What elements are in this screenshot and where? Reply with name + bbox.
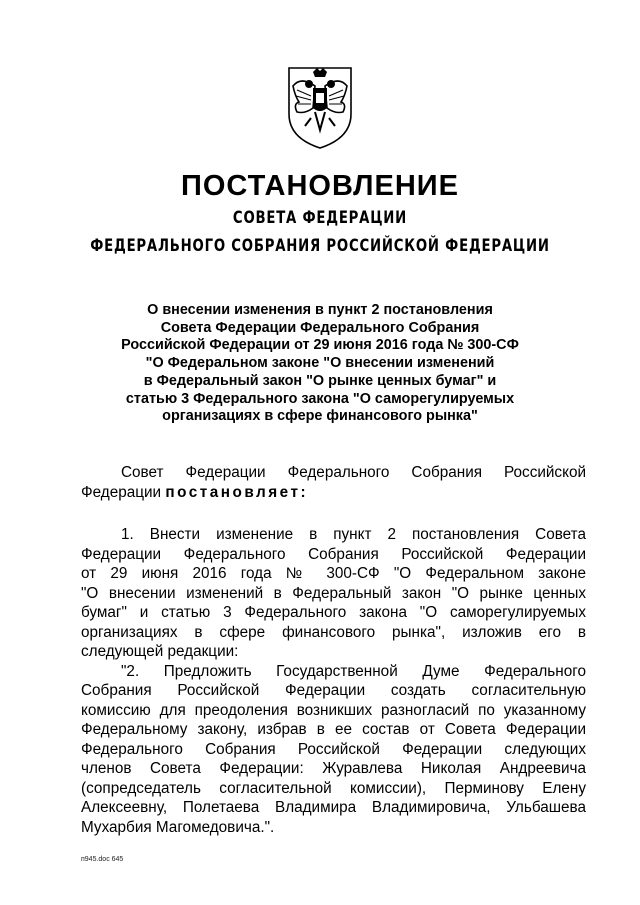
quote-line: (сопредседатель согласительной комиссии), Перминову Елену (81, 779, 586, 797)
issuer-line-2: ФЕДЕРАЛЬНОГО СОБРАНИЯ РОССИЙСКОЙ ФЕДЕРАЦИИ (90, 236, 550, 256)
preamble (81, 463, 586, 502)
file-code: п945.doc 645 (81, 856, 124, 863)
item1-line: "О внесении изменений в Федеральный закон "О рынке ценных (81, 584, 586, 602)
decree-word: постановляет: (165, 483, 309, 501)
item1-line: организациях в сфере финансового рынка", изложив его в (81, 623, 586, 641)
preamble-line-2-start: Федерации (81, 483, 166, 501)
subject-line: статью 3 Федерального закона "О саморегулируемых (125, 390, 515, 407)
item-1 (81, 525, 586, 837)
quote-line: Федерального Собрания Российской Федерации следующих (81, 740, 586, 758)
subject-line: Российской Федерации от 29 июня 2016 года № 300-СФ (121, 337, 519, 354)
subject-line: в Федеральный закон "О рынке ценных бумаг" и (143, 372, 497, 389)
subject-line: Совета Федерации Федерального Собрания (160, 319, 480, 336)
quote-line: Федеральному закону, избрав в ее состав от Совета Федерации (81, 721, 586, 738)
subject-line: "О Федеральном законе "О внесении изменений (145, 355, 495, 372)
quote-line: Собрания Российской Федерации создать согласительную (81, 682, 586, 699)
item1-line: от 29 июня 2016 года № 300-СФ "О Федеральном законе (81, 565, 586, 582)
preamble-line-2 (81, 483, 586, 503)
quote-line: комиссию для преодоления возникших разногласий по указанному (81, 701, 586, 719)
quote-line: "2. Предложить Государственной Думе Федерального (121, 662, 586, 680)
item1-line: бумаг" и статью 3 Федерального закона "О саморегулируемых (81, 604, 586, 621)
item1-line: следующей редакции: (81, 643, 239, 660)
subject-line: организациях в сфере финансового рынка" (162, 408, 478, 425)
document-type-title: ПОСТАНОВЛЕНИЕ (181, 170, 459, 202)
subject-line: О внесении изменения в пункт 2 постановления (147, 302, 493, 318)
quote-line: Мухарбия Магомедовича.". (81, 818, 275, 836)
quote-line: Алексеевну, Полетаева Владимира Владимировича, Ульбашева (81, 799, 586, 816)
preamble-line-1: Совет Федерации Федерального Собрания Российской (121, 464, 586, 481)
item1-line: 1. Внести изменение в пункт 2 постановления Совета (121, 526, 586, 543)
item1-line: Федерации Федерального Собрания Российской Федерации (81, 545, 586, 563)
issuer-line-1: СОВЕТА ФЕДЕРАЦИИ (232, 208, 408, 228)
document-subject (80, 302, 560, 426)
coat-of-arms-icon (275, 62, 365, 150)
quote-line: членов Совета Федерации: Журавлева Николая Андреевича (81, 760, 586, 777)
